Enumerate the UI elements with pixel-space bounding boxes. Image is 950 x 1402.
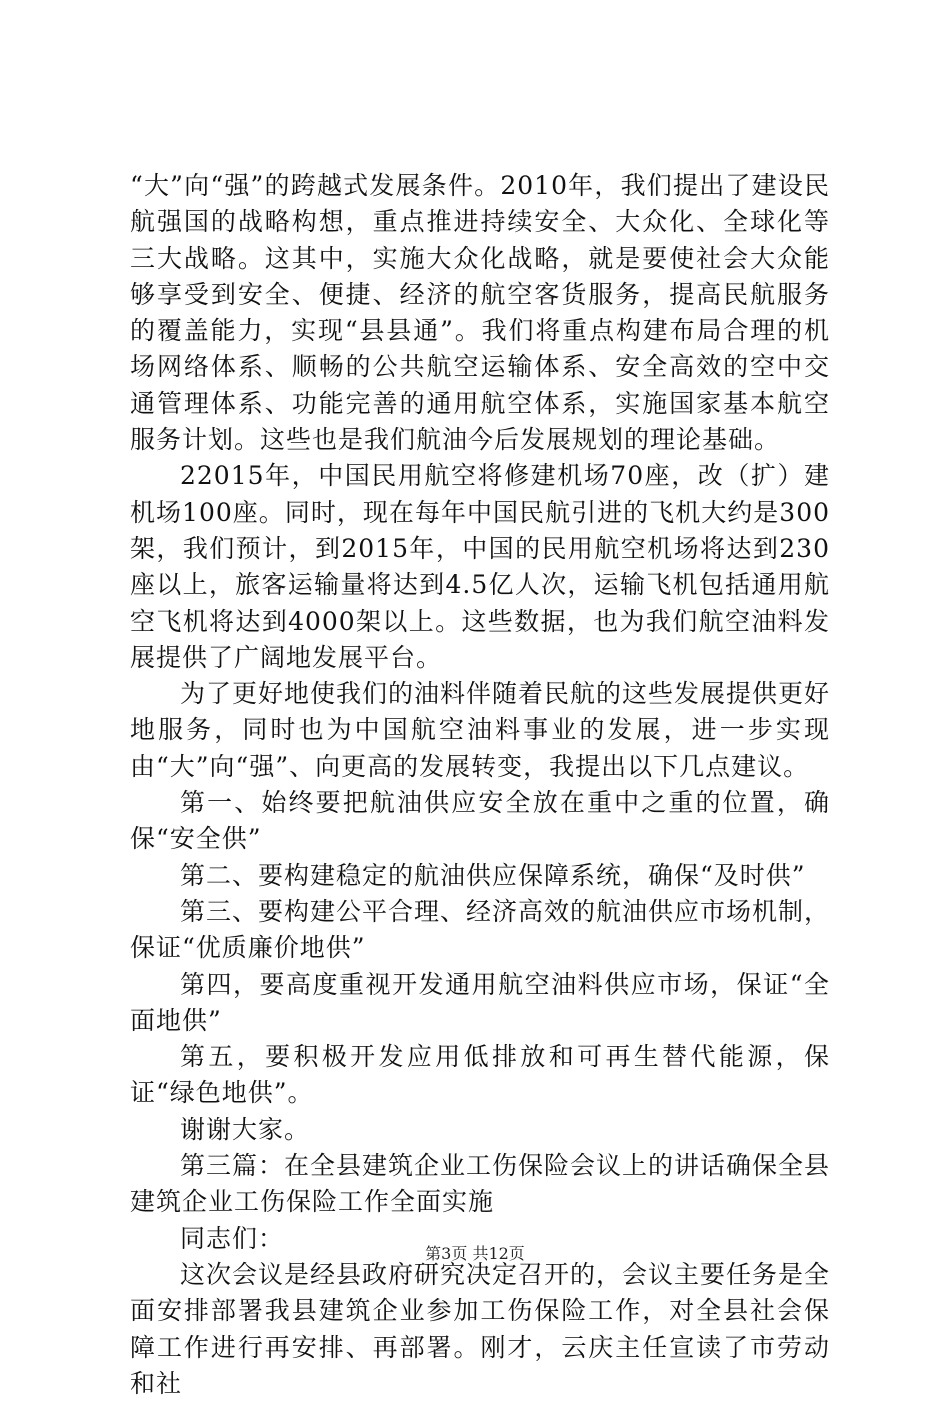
paragraph-point-2: 第二、要构建稳定的航油供应保障系统，确保“及时供”: [180, 860, 806, 890]
paragraph-point-3: 第三、要构建公平合理、经济高效的航油供应市场机制，保证“优质廉价地供”: [130, 896, 831, 963]
page-number-footer: 第3页 共12页: [425, 1244, 525, 1263]
paragraph-thanks: 谢谢大家。: [180, 1114, 311, 1144]
paragraph-point-1: 第一、始终要把航油供应安全放在重中之重的位置，确保“安全供”: [130, 788, 830, 854]
paragraph-continuation: “大”向“强”的跨越式发展条件。2010年，我们提出了建设民航强国的战略构想，重点推进持续安全、大众化、全球化等三大战略。这其中，实施大众化战略，就是要使社会大众能够享受到安全、便捷、经济的航空客货服务，提高民航服务的覆盖能力，实现“县县通”。我们将重点构建布局合理的机场网络体系、顺畅的公共航空运输体系、安全高效的空中交通管理体系、功能完善的通用航空体系，实施国家基本航空服务计划。这些也是我们航油今后发展规划的理论基础。: [130, 171, 830, 455]
section-heading: 第三篇：在全县建筑企业工伤保险会议上的讲话确保全县建筑企业工伤保险工作全面实施: [130, 1151, 831, 1217]
paragraph-salutation: 同志们：: [180, 1223, 285, 1253]
paragraph-airport-stats: 22015年，中国民用航空将修建机场70座，改（扩）建机场100座。同时，现在每年中国民航引进的飞机大约是300架，我们预计，到2015年，中国的民用航空机场将达到230座以上，旅客运输量将达到4.5亿人次，运输飞机包括通用航空飞机将达到4000架以上。这些数据，也为我们航空油料发展提供了广阔地发展平台。: [130, 461, 830, 672]
paragraph-meeting-intro: 这次会议是经县政府研究决定召开的，会议主要任务是全面安排部署我县建筑企业参加工伤保险工作，对全县社会保障工作进行再安排、再部署。刚才，云庆主任宣读了市劳动和社: [130, 1259, 831, 1398]
paragraph-point-5: 第五，要积极开发应用低排放和可再生替代能源，保证“绿色地供”。: [130, 1042, 830, 1108]
paragraph-point-4: 第四，要高度重视开发通用航空油料供应市场，保证“全面地供”: [130, 969, 830, 1035]
document-body: [130, 168, 830, 1402]
paragraph-proposal-intro: 为了更好地使我们的油料伴随着民航的这些发展提供更好地服务，同时也为中国航空油料事业的发展，进一步实现由“大”向“强”、向更高的发展转变，我提出以下几点建议。: [130, 679, 831, 781]
